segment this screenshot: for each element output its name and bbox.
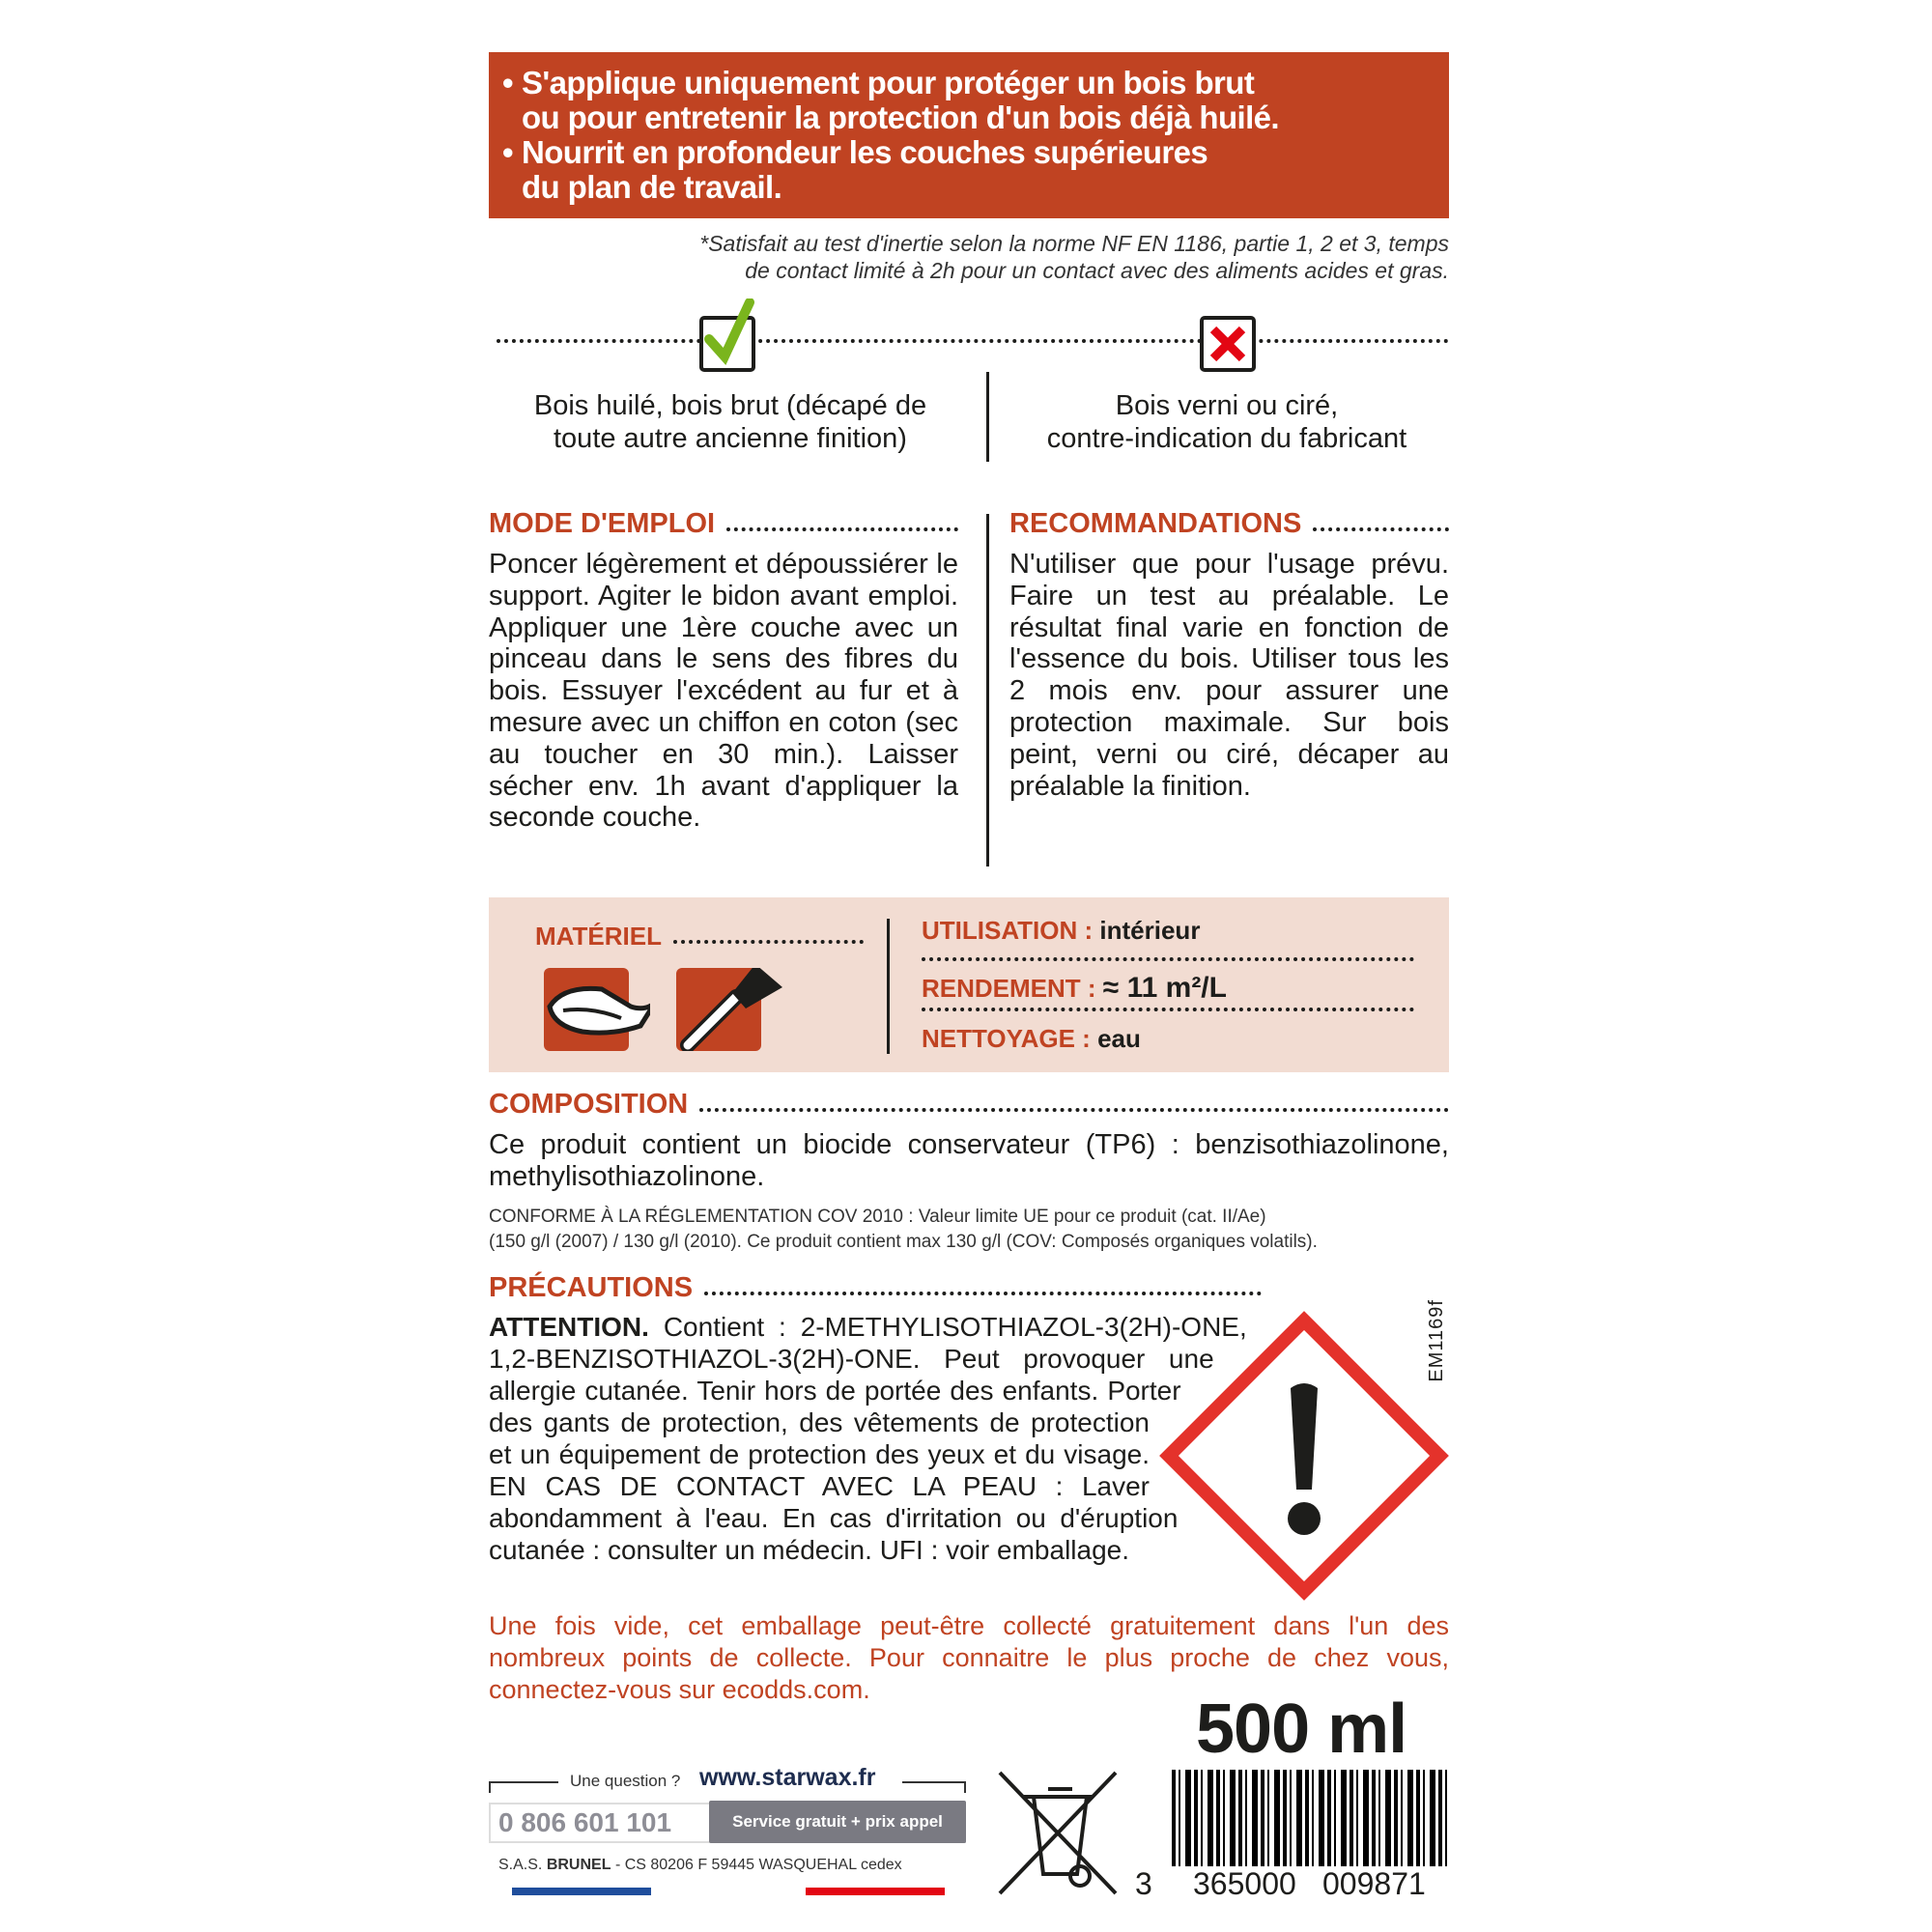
footnote — [522, 230, 1449, 284]
composition — [489, 1087, 1449, 1255]
check-icon — [699, 316, 755, 372]
spec-value: intérieur — [1099, 916, 1201, 945]
cloth-icon — [544, 968, 629, 1051]
flag-red — [806, 1888, 945, 1895]
caption-line: toute autre ancienne finition) — [554, 423, 907, 454]
divider — [986, 514, 989, 867]
heading-text: RECOMMANDATIONS — [1009, 508, 1302, 539]
bullet: • — [502, 134, 513, 170]
divider — [497, 339, 1449, 343]
attention-label: ATTENTION. — [489, 1311, 649, 1342]
contact-block — [489, 1764, 966, 1903]
phone-number[interactable]: 0 806 601 101 — [498, 1807, 672, 1837]
heading-text: PRÉCAUTIONS — [489, 1271, 694, 1303]
materiel-panel — [489, 897, 1449, 1072]
suitable-caption — [489, 389, 972, 455]
recommandations — [1009, 506, 1449, 802]
caption-line: Bois huilé, bois brut (décapé de — [533, 390, 927, 421]
composition-text: Ce produit contient un biocide conservateur (TP6) : benzisothiazolinone, methylisothiazolinone. — [489, 1129, 1449, 1192]
barcode-digits: 009871 — [1319, 1866, 1430, 1901]
address: - CS 80206 F 59445 WASQUEHAL cedex — [614, 1857, 902, 1873]
heading-text: COMPOSITION — [489, 1089, 689, 1120]
question-label: Une question ? — [570, 1772, 681, 1790]
unsuitable-caption — [1005, 389, 1449, 455]
bullet: • — [502, 65, 513, 100]
precautions-text — [489, 1311, 1449, 1601]
heading-text: MODE D'EMPLOI — [489, 508, 716, 539]
section-heading — [489, 1270, 1262, 1305]
spec-rendement — [922, 961, 1414, 1011]
footnote-line: de contact limité à 2h pour un contact avec des aliments acides et gras. — [745, 258, 1449, 283]
recycling-text: Une fois vide, cet emballage peut-être collecté gratuitement dans l'un des nombreux points de collecte. Pour connaitre le plus proche de chez vous, connectez-vous sur ecodds.com. — [489, 1610, 1449, 1704]
divider — [489, 1781, 558, 1783]
heading-text: MATÉRIEL — [535, 922, 662, 951]
weee-bin-icon — [995, 1768, 1121, 1898]
website-link[interactable]: www.starwax.fr — [699, 1764, 876, 1791]
flag-blue — [512, 1888, 651, 1895]
divider — [887, 919, 890, 1054]
company-address — [498, 1857, 902, 1874]
section-heading — [1009, 506, 1449, 541]
section-heading — [489, 1087, 1449, 1122]
banner-line: S'applique uniquement pour protéger un bois brut — [522, 65, 1255, 100]
banner-line: ou pour entretenir la protection d'un bois déjà huilé. — [522, 99, 1279, 135]
precautions — [489, 1270, 1449, 1601]
spec-value: eau — [1097, 1024, 1141, 1053]
phone-box — [489, 1803, 966, 1843]
spec-value: ≈ 11 m²/L — [1102, 972, 1227, 1004]
caption-line: Bois verni ou ciré, — [1115, 390, 1339, 421]
info-banner — [489, 52, 1449, 218]
company-name: BRUNEL — [546, 1857, 611, 1873]
lower-flow — [489, 1087, 1449, 1706]
spec-key: NETTOYAGE : — [922, 1024, 1091, 1053]
mode-emploi — [489, 506, 958, 834]
mode-text: Poncer légèrement et dépoussiérer le support. Agiter le bidon avant emploi. Appliquer une 1ère couche avec un pinceau dans le sens des fibres du bois. Essuyer l'excédent au fur et à mesure avec un chiffon en coton (sec au toucher en 30 min.). Laisser sécher env. 1h avant d'appliquer la seconde couche. — [489, 549, 958, 834]
barcode-digits: 365000 — [1189, 1866, 1300, 1901]
section-heading — [489, 506, 958, 541]
product-code: EM1169f — [1426, 1299, 1447, 1382]
spec-key: RENDEMENT : — [922, 974, 1096, 1003]
divider — [986, 372, 989, 462]
banner-line: Nourrit en profondeur les couches supérieures — [522, 134, 1208, 170]
caption-line: contre-indication du fabricant — [1046, 423, 1407, 454]
cov-line: CONFORME À LA RÉGLEMENTATION COV 2010 : Valeur limite UE pour ce produit (cat. II/Ae) — [489, 1206, 1266, 1227]
precautions-body: Contient : 2-METHYLISOTHIAZOL-3(2H)-ONE, 1,2-BENZISOTHIAZOL-3(2H)-ONE. Peut provoquer une allergie cutanée. Tenir hors de portée des enfants. Porter des gants de protection, des vêtements de protection et un équipement de protection des yeux et du visage. EN CAS DE CONTACT AVEC LA PEAU : Laver abondamment à l'eau. En cas d'irritation ou d'éruption cutanée : consulter un médecin. UFI : voir emballage. — [489, 1311, 1247, 1565]
footnote-line: *Satisfait au test d'inertie selon la norme NF EN 1186, partie 1, 2 et 3, temps — [699, 231, 1449, 256]
specs — [922, 911, 1414, 1065]
spec-key: UTILISATION : — [922, 916, 1094, 945]
barcode-digit: 3 — [1135, 1866, 1152, 1901]
banner-line: du plan de travail. — [522, 169, 782, 205]
cov-line: (150 g/l (2007) / 130 g/l (2010). Ce produit contient max 130 g/l (COV: Composés organiques volatils). — [489, 1231, 1318, 1252]
brush-icon — [676, 968, 761, 1051]
service-badge: Service gratuit + prix appel — [709, 1801, 966, 1843]
section-heading — [535, 919, 864, 953]
company-prefix: S.A.S. — [498, 1857, 543, 1873]
reco-text: N'utiliser que pour l'usage prévu. Faire un test au préalable. Le résultat final varie en fonction de l'essence du bois. Utiliser tous les 2 mois env. pour assurer une protection maximale. Sur bois peint, verni ou ciré, décaper au préalable la finition. — [1009, 549, 1449, 802]
barcode-bars — [1172, 1770, 1452, 1866]
volume-label: 500 ml — [1196, 1690, 1407, 1768]
barcode — [1135, 1770, 1454, 1905]
cross-icon — [1200, 316, 1256, 372]
spec-utilisation — [922, 911, 1414, 961]
spec-nettoyage — [922, 1011, 1414, 1065]
